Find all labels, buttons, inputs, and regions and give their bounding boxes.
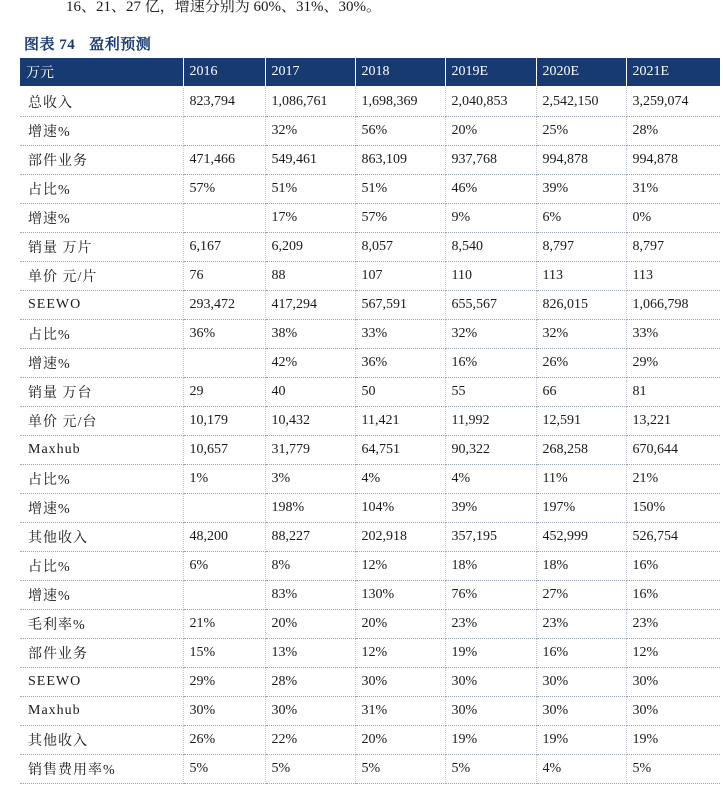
value-cell: 937,768 — [445, 146, 536, 175]
value-cell: 4% — [355, 465, 445, 494]
table-row — [20, 726, 720, 755]
value-cell: 33% — [626, 320, 720, 349]
value-cell: 5% — [265, 755, 355, 784]
value-cell: 863,109 — [355, 146, 445, 175]
value-cell: 5% — [355, 755, 445, 784]
value-cell — [183, 349, 265, 378]
value-cell: 994,878 — [536, 146, 626, 175]
value-cell: 31% — [626, 175, 720, 204]
value-cell: 471,466 — [183, 146, 265, 175]
value-cell: 198% — [265, 494, 355, 523]
value-cell: 293,472 — [183, 291, 265, 320]
table-row — [20, 407, 720, 436]
value-cell: 81 — [626, 378, 720, 407]
value-cell: 197% — [536, 494, 626, 523]
table-row — [20, 320, 720, 349]
value-cell: 1,086,761 — [265, 87, 355, 117]
table-row — [20, 87, 720, 117]
row-label-cell: 占比% — [20, 552, 183, 581]
value-cell: 46% — [445, 175, 536, 204]
value-cell: 8,797 — [626, 233, 720, 262]
value-cell: 25% — [536, 117, 626, 146]
row-label-cell: 单价 元/台 — [20, 407, 183, 436]
value-cell: 4% — [445, 465, 536, 494]
value-cell: 0% — [626, 204, 720, 233]
value-cell: 104% — [355, 494, 445, 523]
value-cell: 3,259,074 — [626, 87, 720, 117]
header-year-cell: 2021E — [626, 58, 720, 87]
value-cell: 549,461 — [265, 146, 355, 175]
value-cell: 567,591 — [355, 291, 445, 320]
table-row — [20, 262, 720, 291]
value-cell: 36% — [355, 349, 445, 378]
value-cell: 13,221 — [626, 407, 720, 436]
table-row — [20, 117, 720, 146]
value-cell: 29 — [183, 378, 265, 407]
profit-forecast-table — [20, 58, 721, 784]
value-cell: 88 — [265, 262, 355, 291]
value-cell: 110 — [445, 262, 536, 291]
header-year-cell: 2018 — [355, 58, 445, 87]
table-row — [20, 668, 720, 697]
value-cell: 57% — [183, 175, 265, 204]
value-cell: 30% — [445, 697, 536, 726]
value-cell: 113 — [536, 262, 626, 291]
figure-number: 图表 74 — [24, 37, 76, 53]
table-header-row — [20, 58, 720, 87]
value-cell: 30% — [626, 668, 720, 697]
value-cell: 670,644 — [626, 436, 720, 465]
value-cell: 76 — [183, 262, 265, 291]
value-cell — [183, 581, 265, 610]
value-cell: 83% — [265, 581, 355, 610]
row-label-cell: 销售费用率% — [20, 755, 183, 784]
value-cell: 526,754 — [626, 523, 720, 552]
row-label-cell: 增速% — [20, 494, 183, 523]
value-cell: 11,992 — [445, 407, 536, 436]
value-cell: 29% — [626, 349, 720, 378]
value-cell: 823,794 — [183, 87, 265, 117]
value-cell: 30% — [626, 697, 720, 726]
row-label-cell: SEEWO — [20, 291, 183, 320]
value-cell: 16% — [626, 552, 720, 581]
value-cell: 19% — [445, 639, 536, 668]
value-cell: 38% — [265, 320, 355, 349]
value-cell: 357,195 — [445, 523, 536, 552]
value-cell: 655,567 — [445, 291, 536, 320]
header-unit-cell: 万元 — [20, 58, 183, 87]
value-cell: 30% — [355, 668, 445, 697]
row-label-cell: Maxhub — [20, 697, 183, 726]
figure-caption — [24, 33, 165, 54]
table-row — [20, 204, 720, 233]
row-label-cell: 增速% — [20, 117, 183, 146]
value-cell: 11,421 — [355, 407, 445, 436]
value-cell: 1% — [183, 465, 265, 494]
value-cell: 5% — [183, 755, 265, 784]
row-label-cell: 增速% — [20, 204, 183, 233]
table-row — [20, 755, 720, 784]
value-cell: 57% — [355, 204, 445, 233]
value-cell: 29% — [183, 668, 265, 697]
value-cell: 10,657 — [183, 436, 265, 465]
value-cell: 3% — [265, 465, 355, 494]
value-cell: 6,209 — [265, 233, 355, 262]
header-year-cell: 2019E — [445, 58, 536, 87]
value-cell: 6,167 — [183, 233, 265, 262]
row-label-cell: 总收入 — [20, 87, 183, 117]
table-row — [20, 494, 720, 523]
row-label-cell: 部件业务 — [20, 146, 183, 175]
value-cell — [183, 204, 265, 233]
value-cell: 26% — [183, 726, 265, 755]
value-cell: 31,779 — [265, 436, 355, 465]
row-label-cell: 销量 万台 — [20, 378, 183, 407]
row-label-cell: 其他收入 — [20, 523, 183, 552]
value-cell: 20% — [445, 117, 536, 146]
value-cell: 23% — [445, 610, 536, 639]
value-cell: 1,698,369 — [355, 87, 445, 117]
table-row — [20, 436, 720, 465]
table-row — [20, 697, 720, 726]
value-cell: 20% — [355, 610, 445, 639]
header-year-cell: 2017 — [265, 58, 355, 87]
table-row — [20, 465, 720, 494]
value-cell: 21% — [183, 610, 265, 639]
table-row — [20, 233, 720, 262]
value-cell: 90,322 — [445, 436, 536, 465]
value-cell: 26% — [536, 349, 626, 378]
value-cell: 417,294 — [265, 291, 355, 320]
row-label-cell: 单价 元/片 — [20, 262, 183, 291]
value-cell: 16% — [536, 639, 626, 668]
value-cell: 30% — [445, 668, 536, 697]
value-cell: 23% — [626, 610, 720, 639]
value-cell: 6% — [183, 552, 265, 581]
value-cell: 130% — [355, 581, 445, 610]
table-row — [20, 552, 720, 581]
value-cell: 30% — [265, 697, 355, 726]
value-cell: 56% — [355, 117, 445, 146]
table-row — [20, 146, 720, 175]
value-cell: 17% — [265, 204, 355, 233]
value-cell — [183, 117, 265, 146]
value-cell: 32% — [445, 320, 536, 349]
value-cell: 8,797 — [536, 233, 626, 262]
value-cell: 16% — [445, 349, 536, 378]
value-cell: 994,878 — [626, 146, 720, 175]
value-cell: 16% — [626, 581, 720, 610]
value-cell: 5% — [445, 755, 536, 784]
value-cell: 39% — [536, 175, 626, 204]
row-label-cell: 占比% — [20, 320, 183, 349]
value-cell: 150% — [626, 494, 720, 523]
value-cell: 64,751 — [355, 436, 445, 465]
value-cell: 4% — [536, 755, 626, 784]
value-cell: 66 — [536, 378, 626, 407]
table-row — [20, 349, 720, 378]
row-label-cell: 占比% — [20, 465, 183, 494]
value-cell: 32% — [536, 320, 626, 349]
value-cell: 76% — [445, 581, 536, 610]
value-cell: 12% — [355, 552, 445, 581]
value-cell: 19% — [536, 726, 626, 755]
value-cell: 50 — [355, 378, 445, 407]
value-cell: 10,179 — [183, 407, 265, 436]
value-cell: 48,200 — [183, 523, 265, 552]
row-label-cell: Maxhub — [20, 436, 183, 465]
value-cell: 19% — [626, 726, 720, 755]
value-cell: 9% — [445, 204, 536, 233]
figure-title: 盈利预测 — [89, 37, 152, 53]
table-row — [20, 378, 720, 407]
value-cell: 113 — [626, 262, 720, 291]
value-cell: 2,040,853 — [445, 87, 536, 117]
value-cell: 20% — [265, 610, 355, 639]
value-cell: 12,591 — [536, 407, 626, 436]
table-row — [20, 610, 720, 639]
row-label-cell: 销量 万片 — [20, 233, 183, 262]
value-cell: 32% — [265, 117, 355, 146]
value-cell: 30% — [536, 668, 626, 697]
value-cell: 39% — [445, 494, 536, 523]
row-label-cell: 毛利率% — [20, 610, 183, 639]
value-cell: 268,258 — [536, 436, 626, 465]
value-cell: 30% — [183, 697, 265, 726]
value-cell: 1,066,798 — [626, 291, 720, 320]
value-cell: 40 — [265, 378, 355, 407]
value-cell: 6% — [536, 204, 626, 233]
value-cell: 12% — [355, 639, 445, 668]
value-cell: 18% — [445, 552, 536, 581]
value-cell: 11% — [536, 465, 626, 494]
row-label-cell: 部件业务 — [20, 639, 183, 668]
value-cell: 10,432 — [265, 407, 355, 436]
row-label-cell: SEEWO — [20, 668, 183, 697]
value-cell: 51% — [355, 175, 445, 204]
value-cell: 88,227 — [265, 523, 355, 552]
table-row — [20, 175, 720, 204]
row-label-cell: 增速% — [20, 581, 183, 610]
value-cell: 202,918 — [355, 523, 445, 552]
intro-text-line: 16、21、27 亿，增速分别为 60%、31%、30%。 — [66, 0, 381, 15]
value-cell: 55 — [445, 378, 536, 407]
value-cell: 8,057 — [355, 233, 445, 262]
value-cell: 8,540 — [445, 233, 536, 262]
value-cell: 2,542,150 — [536, 87, 626, 117]
value-cell: 30% — [536, 697, 626, 726]
value-cell: 5% — [626, 755, 720, 784]
value-cell: 8% — [265, 552, 355, 581]
header-year-cell: 2016 — [183, 58, 265, 87]
value-cell: 12% — [626, 639, 720, 668]
value-cell: 21% — [626, 465, 720, 494]
table-row — [20, 639, 720, 668]
value-cell: 27% — [536, 581, 626, 610]
value-cell: 18% — [536, 552, 626, 581]
value-cell: 42% — [265, 349, 355, 378]
value-cell: 31% — [355, 697, 445, 726]
table-row — [20, 291, 720, 320]
value-cell: 33% — [355, 320, 445, 349]
value-cell: 28% — [265, 668, 355, 697]
row-label-cell: 增速% — [20, 349, 183, 378]
value-cell: 51% — [265, 175, 355, 204]
value-cell: 15% — [183, 639, 265, 668]
value-cell: 36% — [183, 320, 265, 349]
table-row — [20, 581, 720, 610]
value-cell — [183, 494, 265, 523]
value-cell: 22% — [265, 726, 355, 755]
value-cell: 28% — [626, 117, 720, 146]
value-cell: 13% — [265, 639, 355, 668]
header-year-cell: 2020E — [536, 58, 626, 87]
value-cell: 23% — [536, 610, 626, 639]
value-cell: 826,015 — [536, 291, 626, 320]
value-cell: 19% — [445, 726, 536, 755]
row-label-cell: 占比% — [20, 175, 183, 204]
value-cell: 452,999 — [536, 523, 626, 552]
table-row — [20, 523, 720, 552]
row-label-cell: 其他收入 — [20, 726, 183, 755]
value-cell: 20% — [355, 726, 445, 755]
value-cell: 107 — [355, 262, 445, 291]
